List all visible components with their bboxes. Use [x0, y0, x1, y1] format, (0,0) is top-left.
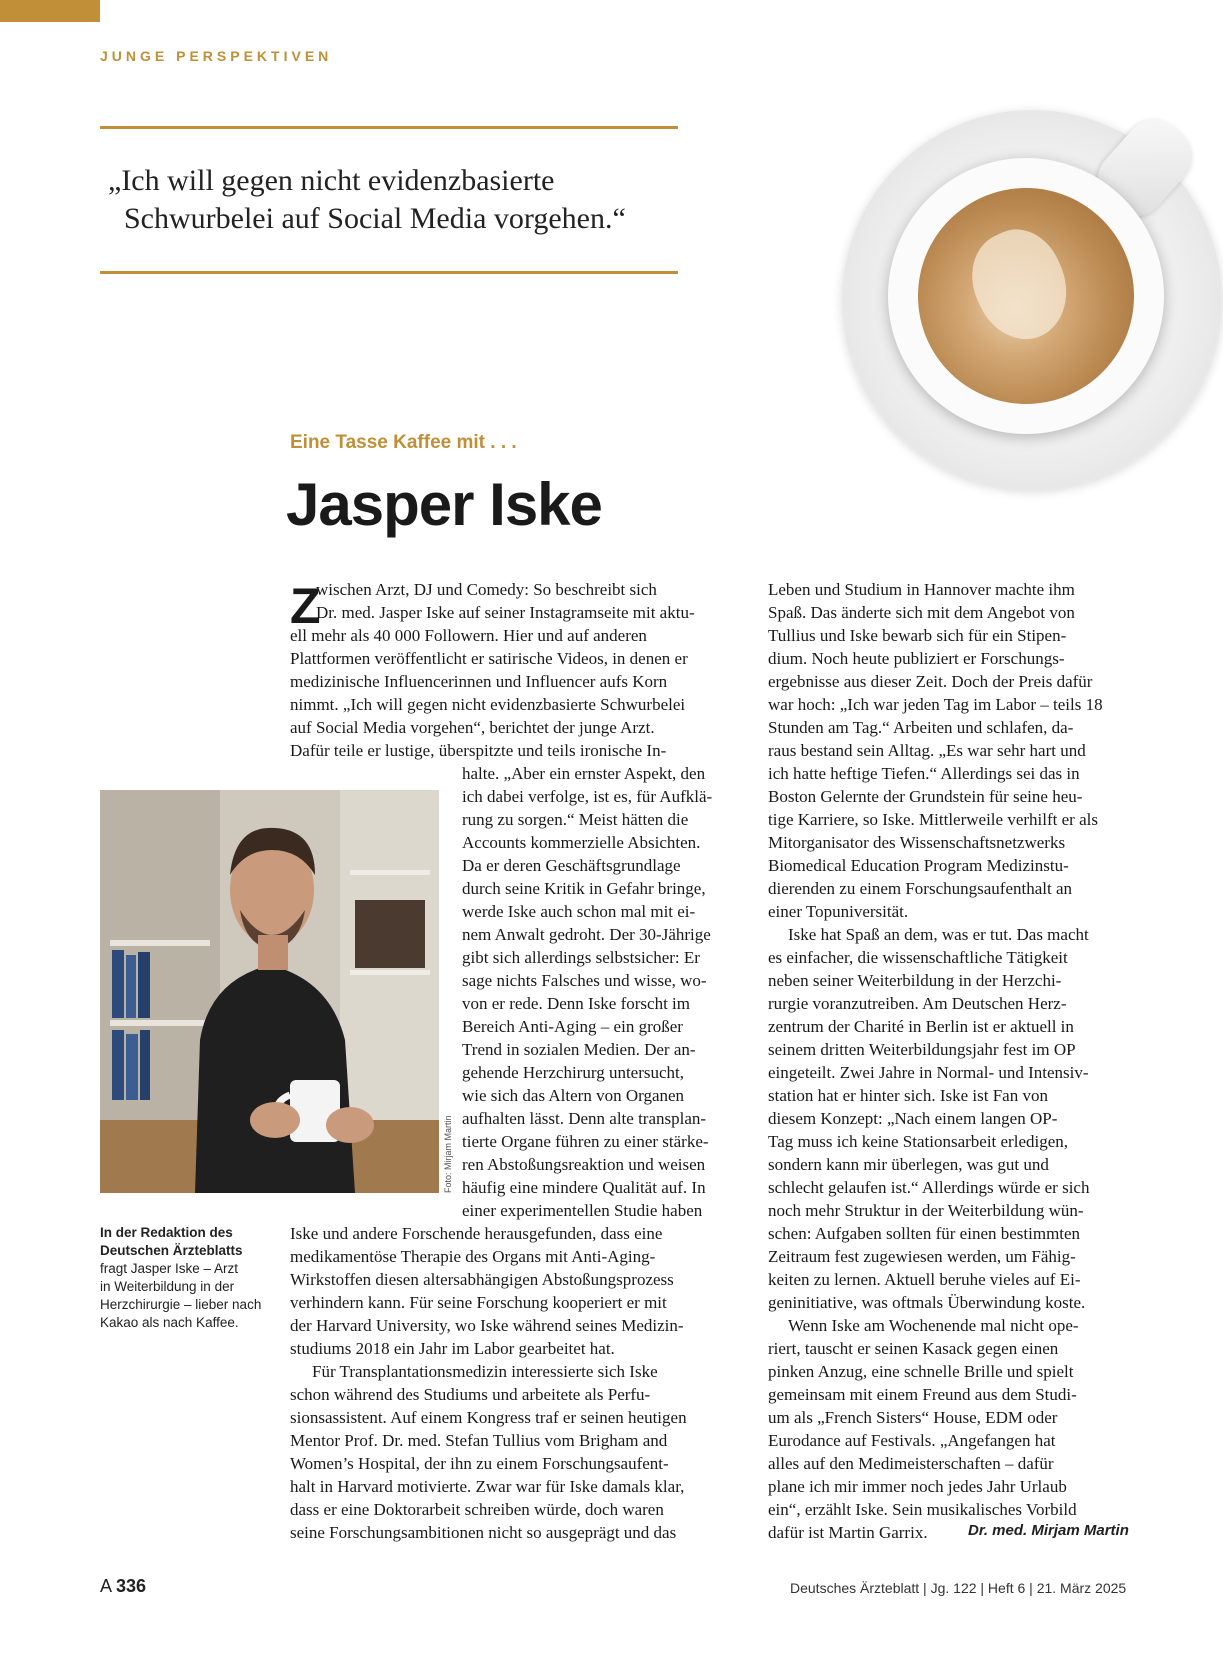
text-line: gehende Herzchirurg untersucht,	[462, 1063, 685, 1082]
text-line: plane ich mir immer noch jedes Jahr Urlaub	[768, 1477, 1067, 1496]
pullquote-bottom-rule	[100, 271, 678, 274]
text-line: Dafür teile er lustige, überspitzte und teils ironische In-	[290, 741, 667, 760]
text-line: Wenn Iske am Wochenende mal nicht ope-	[788, 1316, 1079, 1335]
text-line: Zeitraum fest zugewiesen werden, um Fähig-	[768, 1247, 1076, 1266]
text-line: Spaß. Das änderte sich mit dem Angebot von	[768, 603, 1075, 622]
text-line: sondern kann mir überlegen, was gut und	[768, 1155, 1049, 1174]
text-line: medikamentöse Therapie des Organs mit Anti-Aging-	[290, 1247, 656, 1266]
text-line: sionsassistent. Auf einem Kongress traf er seinen heutigen	[290, 1408, 687, 1427]
photo-caption	[100, 1224, 275, 1332]
text-line: einer Topuniversität.	[768, 902, 909, 921]
text-line: aufhalten lässt. Denn alte transplan-	[462, 1109, 707, 1128]
photo-credit: Foto: Mirjam Martin	[443, 1115, 453, 1193]
text-line: noch mehr Struktur in der Weiterbildung wün-	[768, 1201, 1084, 1220]
text-line: dium. Noch heute publiziert er Forschungs-	[768, 649, 1065, 668]
text-line: dafür ist Martin Garrix.	[768, 1523, 928, 1542]
text-line: schon während des Studiums und arbeitete als Perfu-	[290, 1385, 651, 1404]
text-line: Women’s Hospital, der ihn zu einem Forschungsaufent-	[290, 1454, 669, 1473]
text-line: Plattformen veröffentlicht er satirische Videos, in denen er	[290, 649, 688, 668]
text-line: war hoch: „Ich war jeden Tag im Labor – teils 18	[768, 695, 1103, 714]
text-line: durch seine Kritik in Gefahr bringe,	[462, 879, 706, 898]
caption-line-4: Kakao als nach Kaffee.	[100, 1315, 239, 1330]
text-line: keiten zu lernen. Aktuell beruhe vieles auf Ei-	[768, 1270, 1081, 1289]
text-line: gemeinsam mit einem Freund aus dem Studi-	[768, 1385, 1077, 1404]
section-tab-marker	[0, 0, 100, 22]
text-line: Trend in sozialen Medien. Der an-	[462, 1040, 696, 1059]
caption-line-3: Herzchirurgie – lieber nach	[100, 1297, 262, 1312]
text-line: zentrum der Charité in Berlin ist er aktuell in	[768, 1017, 1074, 1036]
text-line: ren Abstoßungsreaktion und weisen	[462, 1155, 706, 1174]
caption-bold-line-1: In der Redaktion des	[100, 1225, 233, 1240]
text-line: es einfacher, die wissenschaftliche Tätigkeit	[768, 948, 1068, 967]
text-line: von er rede. Denn Iske forscht im	[462, 994, 691, 1013]
caption-line-2: in Weiterbildung in der	[100, 1279, 235, 1294]
caption-line-1: fragt Jasper Iske – Arzt	[100, 1261, 239, 1276]
text-line: Accounts kommerzielle Absichten.	[462, 833, 701, 852]
text-line: station hat er hinter sich. Iske ist Fan von	[768, 1086, 1048, 1105]
text-line: ich hatte heftige Tiefen.“ Allerdings sei das in	[768, 764, 1080, 783]
text-line: dass er eine Doktorarbeit schreiben würde, doch waren	[290, 1500, 664, 1519]
kicker: Eine Tasse Kaffee mit . . .	[290, 432, 517, 453]
text-line: Tag muss ich keine Stationsarbeit erledigen,	[768, 1132, 1069, 1151]
text-line: Da er deren Geschäftsgrundlage	[462, 856, 681, 875]
text-line: auf Social Media vorgehen“, berichtet der junge Arzt.	[290, 718, 655, 737]
portrait-photo	[100, 790, 439, 1193]
footer-citation: Deutsches Ärzteblatt | Jg. 122 | Heft 6 | 21. März 2025	[790, 1580, 1127, 1596]
drop-cap: Z	[290, 578, 321, 634]
text-line: ein“, erzählt Iske. Sein musikalisches Vorbild	[768, 1500, 1077, 1519]
text-line: Eurodance auf Festivals. „Angefangen hat	[768, 1431, 1056, 1450]
page-number-value: 336	[116, 1576, 147, 1596]
text-line: seinem dritten Weiterbildungsjahr fest im OP	[768, 1040, 1076, 1059]
text-line: raus bestand sein Alltag. „Es war sehr hart und	[768, 741, 1086, 760]
text-line: Stunden am Tag.“ Arbeiten und schlafen, da-	[768, 718, 1074, 737]
text-line: nimmt. „Ich will gegen nicht evidenzbasierte Schwurbelei	[290, 695, 686, 714]
pullquote-line-1: „Ich will gegen nicht evidenzbasierte	[108, 164, 555, 197]
article-title: Jasper Iske	[286, 471, 602, 538]
text-line: dierenden zu einem Forschungsaufenthalt an	[768, 879, 1073, 898]
text-line: Für Transplantationsmedizin interessierte sich Iske	[312, 1362, 658, 1381]
text-line: gibt sich allerdings selbstsicher: Er	[462, 948, 700, 967]
page-number	[100, 1576, 146, 1597]
text-line: diesem Konzept: „Nach einem langen OP-	[768, 1109, 1058, 1128]
text-line: Tullius und Iske bewarb sich für ein Stipen-	[768, 626, 1067, 645]
text-line: der Harvard University, wo Iske während seines Medizin-	[290, 1316, 684, 1335]
text-line: halt in Harvard motivierte. Zwar war für Iske damals klar,	[290, 1477, 685, 1496]
text-line: schlecht gelaufen ist.“ Allerdings würde er sich	[768, 1178, 1090, 1197]
author-byline: Dr. med. Mirjam Martin	[968, 1522, 1129, 1539]
text-line: riert, tauscht er seinen Kasack gegen einen	[768, 1339, 1059, 1358]
text-line: halte. „Aber ein ernster Aspekt, den	[462, 764, 706, 783]
text-line: pinken Anzug, eine schnelle Brille und spielt	[768, 1362, 1074, 1381]
text-line: Wirkstoffen diesen altersabhängigen Abstoßungsprozess	[290, 1270, 674, 1289]
text-line: werde Iske auch schon mal mit ei-	[462, 902, 696, 921]
pullquote	[108, 162, 678, 238]
text-line: Mitorganisator des Wissenschaftsnetzwerks	[768, 833, 1066, 852]
text-line: eingeteilt. Zwei Jahre in Normal- und Intensiv-	[768, 1063, 1089, 1082]
text-line: ell mehr als 40 000 Followern. Hier und auf anderen	[290, 626, 647, 645]
text-line: alles auf den Medimeisterschaften – dafür	[768, 1454, 1054, 1473]
text-line: Boston Gelernte der Grundstein für seine heu-	[768, 787, 1083, 806]
text-line: neben seiner Weiterbildung in der Herzchi-	[768, 971, 1062, 990]
text-line: rurgie voranzutreiben. Am Deutschen Herz-	[768, 994, 1067, 1013]
text-line: studiums 2018 ein Jahr im Labor gearbeitet hat.	[290, 1339, 615, 1358]
pullquote-top-rule	[100, 126, 678, 129]
text-line: wischen Arzt, DJ und Comedy: So beschreibt sich	[316, 580, 657, 599]
text-line: tige Karriere, so Iske. Mittlerweile verhilft er als	[768, 810, 1098, 829]
text-line: um als „French Sisters“ House, EDM oder	[768, 1408, 1058, 1427]
text-line: Dr. med. Jasper Iske auf seiner Instagramseite mit aktu-	[316, 603, 695, 622]
text-line: Iske hat Spaß an dem, was er tut. Das macht	[788, 925, 1089, 944]
portrait-illustration	[100, 790, 439, 1193]
text-line: ich dabei verfolge, ist es, für Aufklä-	[462, 787, 713, 806]
page-prefix: A	[100, 1576, 112, 1596]
text-line: ergebnisse aus dieser Zeit. Doch der Preis dafür	[768, 672, 1093, 691]
text-line: wie sich das Altern von Organen	[462, 1086, 685, 1105]
text-line: seine Forschungsambitionen nicht so ausgeprägt und das	[290, 1523, 677, 1542]
caption-bold-line-2: Deutschen Ärzteblatts	[100, 1243, 243, 1258]
text-line: tierte Organe führen zu einer stärke-	[462, 1132, 709, 1151]
text-line: sage nichts Falsches und wisse, wo-	[462, 971, 707, 990]
pullquote-line-2: Schwurbelei auf Social Media vorgehen.“	[124, 202, 626, 235]
text-line: häufig eine mindere Qualität auf. In	[462, 1178, 706, 1197]
text-line: einer experimentellen Studie haben	[462, 1201, 703, 1220]
text-line: rung zu sorgen.“ Meist hätten die	[462, 810, 689, 829]
text-line: verhindern kann. Für seine Forschung kooperiert er mit	[290, 1293, 667, 1312]
text-line: Leben und Studium in Hannover machte ihm	[768, 580, 1075, 599]
text-line: geninitiative, was oftmals Überwindung koste.	[768, 1293, 1086, 1312]
text-line: schen: Aufgaben sollten für einen bestimmten	[768, 1224, 1081, 1243]
text-line: medizinische Influencerinnen und Influencer aufs Korn	[290, 672, 668, 691]
section-label: JUNGE PERSPEKTIVEN	[100, 48, 333, 64]
text-line: Bereich Anti-Aging – ein großer	[462, 1017, 683, 1036]
text-line: Biomedical Education Program Medizinstu-	[768, 856, 1069, 875]
text-line: Iske und andere Forschende herausgefunden, dass eine	[290, 1224, 663, 1243]
text-line: Mentor Prof. Dr. med. Stefan Tullius vom Brigham and	[290, 1431, 668, 1450]
text-line: nem Anwalt gedroht. Der 30-Jährige	[462, 925, 711, 944]
